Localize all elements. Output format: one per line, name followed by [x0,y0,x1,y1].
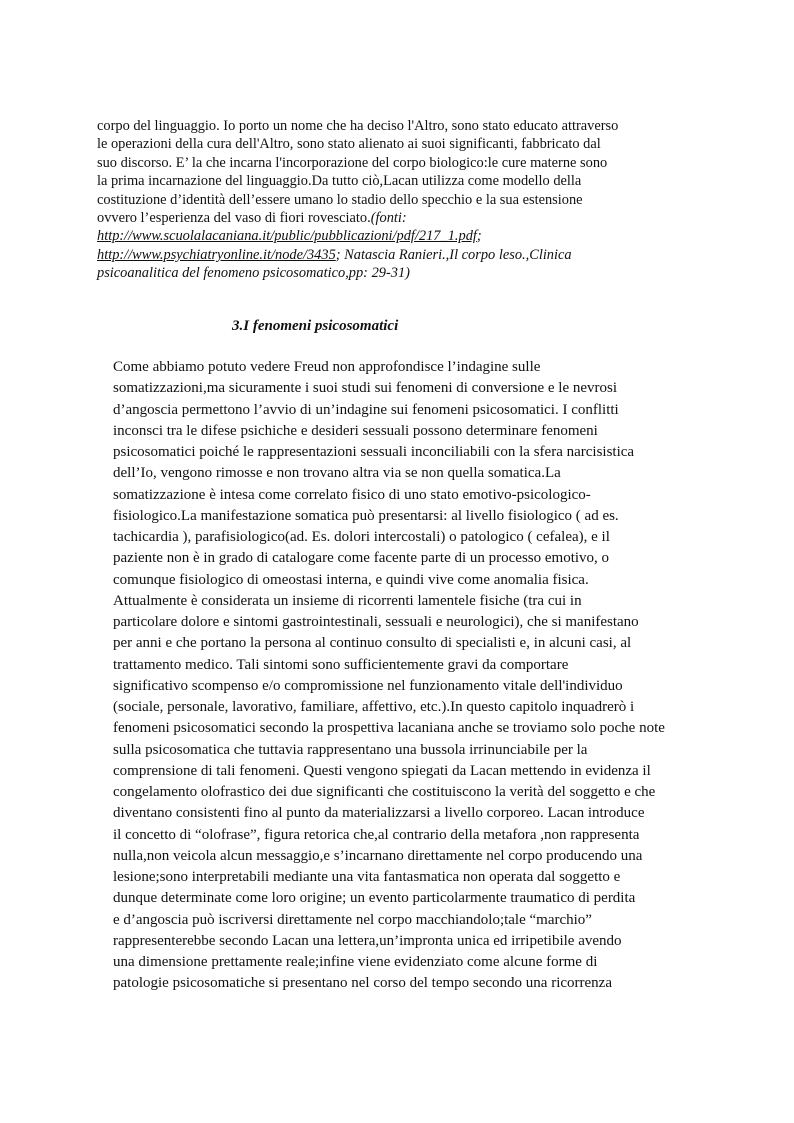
text-line: lesione;sono interpretabili mediante una vita fantasmatica non operata dal soggetto e [113,869,621,885]
text-fragment: ; [476,228,482,245]
section-heading: 3.I fenomeni psicosomatici [232,318,399,334]
text-line: congelamento olofrastico dei due significanti che costituiscono la verità del soggetto e che [113,784,656,800]
text-line: la prima incarnazione del linguaggio.Da tutto ciò,Lacan utilizza come modello della [97,173,582,190]
text-line: comunque fisiologico di omeostasi interna, e quindi vive come anomalia fisica. [113,571,589,588]
citation-text: psicoanalitica del fenomeno psicosomatico,pp: 29-31) [97,265,410,282]
text-line: particolare dolore e sintomi gastrointestinali, sessuali e neurologici), che si manifestano [113,614,639,630]
text-line: Attualmente è considerata un insieme di ricorrenti lamentele fisiche (tra cui in [113,592,582,609]
text-line [97,246,717,264]
text-line: comprensione di tali fenomeni. Questi vengono spiegati da Lacan mettendo in evidenza il [113,762,651,779]
text-line: il concetto di “olofrase”, figura retorica che,al contrario della metafora ,non rappresenta [113,826,640,843]
text-line: paziente non è in grado di catalogare come facente parte di un processo emotivo, o [113,550,610,567]
text-line: rappresenterebbe secondo Lacan una lettera,un’impronta unica ed irripetibile avendo [113,932,622,949]
text-line: fisiologico.La manifestazione somatica può presentarsi: al livello fisiologico ( ad es. [113,507,619,524]
text-line: d’angoscia permettono l’avvio di un’indagine sui fenomeni psicosomatici. I conflitti [113,401,619,418]
text-line: inconsci tra le difese psichiche e desideri sessuali possono determinare fenomeni [113,422,598,439]
text-line: trattamento medico. Tali sintomi sono sufficientemente gravi da comportare [113,656,569,673]
text-line: una dimensione prettamente reale;infine viene evidenziato come alcune forme di [113,954,598,970]
text-line: le operazioni della cura dell'Altro, sono stato alienato ai suoi significanti, fabbricato dal [97,136,601,153]
text-line: costituzione d’identità dell’essere umano lo stadio dello specchio e la sua estensione [97,191,583,208]
text-line: suo discorso. E’ la che incarna l'incorporazione del corpo biologico:le cure materne sono [97,154,608,171]
text-line: per anni e che portano la persona al continuo consulto di specialisti e, in alcuni casi, al [113,635,632,652]
text-line: fenomeni psicosomatici secondo la prospettiva lacaniana anche se troviamo solo poche note [113,720,665,737]
sources-label: (fonti: [370,210,407,227]
section-body-paragraph [113,357,713,995]
text-line: Come abbiamo potuto vedere Freud non approfondisce l’indagine sulle [113,359,541,375]
text-line: e d’angoscia può iscriversi direttamente nel corpo macchiandolo;tale “marchio” [113,911,592,928]
intro-paragraph [97,117,717,283]
text-line: patologie psicosomatiche si presentano nel corso del tempo secondo una ricorrenza [113,975,612,992]
text-line: somatizzazione è intesa come correlato fisico di uno stato emotivo-psicologico- [113,486,591,503]
text-fragment: ovvero l’esperienza del vaso di fiori rovesciato. [97,210,371,227]
source-link-scuolalacaniana[interactable]: http://www.scuolalacaniana.it/public/pubblicazioni/pdf/217_1.pdf [97,228,477,245]
text-line: significativo scompenso e/o compromissione nel funzionamento vitale dell'individuo [113,677,623,694]
text-line: nulla,non veicola alcun messaggio,e s’incarnano direttamente nel corpo producendo una [113,847,643,864]
text-line: sulla psicosomatica che tuttavia rappresentano una bussola irrinunciabile per la [113,741,588,758]
text-line: corpo del linguaggio. Io porto un nome che ha deciso l'Altro, sono stato educato attraverso [97,118,619,134]
text-line: (sociale, personale, lavorativo, familiare, affettivo, etc.).In questo capitolo inquadrerò i [113,699,635,715]
text-line: dell’Io, vengono rimosse e non trovano altra via se non quella somatica.La [113,465,561,482]
text-line: somatizzazioni,ma sicuramente i suoi studi sui fenomeni di conversione e le nevrosi [113,380,618,397]
text-line: psicosomatici poiché le rappresentazioni sessuali inconciliabili con la sfera narcisistica [113,444,635,460]
source-link-psychiatryonline[interactable]: http://www.psychiatryonline.it/node/3435 [97,246,336,263]
text-line: dunque determinate come loro origine; un evento particolarmente traumatico di perdita [113,890,636,907]
text-line [97,264,717,282]
text-line: tachicardia ), parafisiologico(ad. Es. dolori intercostali) o patologico ( cefalea), e il [113,529,610,545]
text-line [97,209,717,227]
text-line: diventano consistenti fino al punto da materializzarsi a livello corporeo. Lacan introduce [113,805,645,822]
citation-text: ; Natascia Ranieri.,Il corpo leso.,Clinica [335,246,572,263]
text-line [97,227,717,245]
